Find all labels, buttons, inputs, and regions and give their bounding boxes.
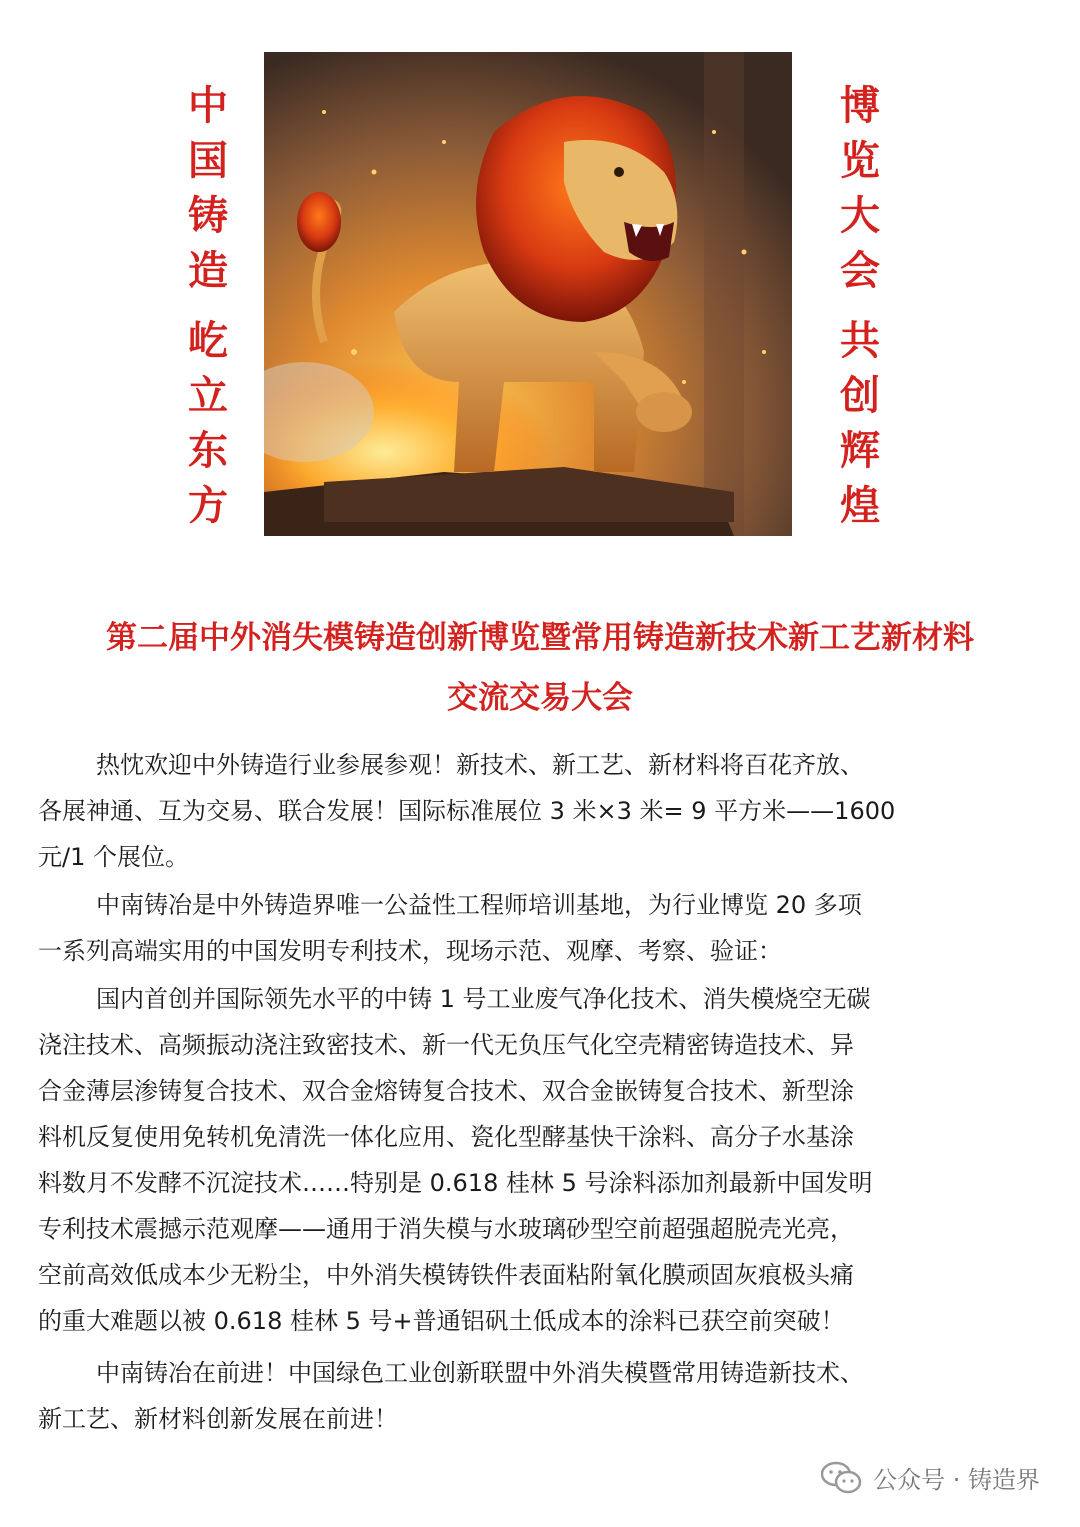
paragraph: [38, 1350, 1044, 1442]
paragraph-line: 浇注技术、高频振动浇注致密技术、新一代无负压气化空壳精密铸造技术、异: [38, 1031, 854, 1059]
paragraph-line: 的重大难题以被 0.618 桂林 5 号+普通铝矾土低成本的涂料已获空前突破！: [38, 1307, 845, 1335]
slogan-char: 方: [188, 482, 228, 529]
slogan-char: 东: [188, 427, 228, 474]
paragraph-line: 中南铸冶在前进！中国绿色工业创新联盟中外消失模暨常用铸造新技术、: [96, 1359, 864, 1387]
event-title-line-1: 第二届中外消失模铸造创新博览暨常用铸造新技术新工艺新材料: [106, 620, 974, 656]
account-name: 公众号 · 铸造界: [873, 1466, 1040, 1494]
slogan-char: 辉: [840, 427, 880, 474]
wechat-icon: [821, 1461, 863, 1495]
slogan-char: 共: [840, 317, 880, 364]
slogan-char: 屹: [188, 317, 228, 364]
paragraph-line: 空前高效低成本少无粉尘，中外消失模铸铁件表面粘附氧化膜顽固灰痕极头痛: [38, 1261, 854, 1289]
slogan-char: 煌: [840, 482, 880, 529]
slogan-char: 创: [840, 372, 880, 419]
paragraph-line: 料数月不发酵不沉淀技术……特别是 0.618 桂林 5 号涂料添加剂最新中国发明: [38, 1169, 873, 1197]
slogan-char: 会: [840, 247, 880, 294]
slogan-char: 铸: [188, 192, 228, 239]
left-vertical-slogan: [178, 78, 238, 533]
paragraph-line: 中南铸冶是中外铸造界唯一公益性工程师培训基地，为行业博览 20 多项: [96, 891, 862, 919]
slogan-char: 国: [188, 137, 228, 184]
paragraph-line: 一系列高端实用的中国发明专利技术，现场示范、观摩、考察、验证：: [38, 937, 782, 965]
paragraph-line: 新工艺、新材料创新发展在前进！: [38, 1405, 398, 1433]
paragraph: [38, 976, 1044, 1344]
paragraph-line: 国内首创并国际领先水平的中铸 1 号工业废气净化技术、消失模烧空无碳: [96, 985, 871, 1013]
paragraph-line: 合金薄层渗铸复合技术、双合金熔铸复合技术、双合金嵌铸复合技术、新型涂: [38, 1077, 854, 1105]
slogan-char: 立: [188, 372, 228, 419]
paragraph: [38, 882, 1044, 974]
paragraph-line: 专利技术震撼示范观摩——通用于消失模与水玻璃砂型空前超强超脱壳光亮，: [38, 1215, 854, 1243]
paragraph-line: 各展神通、互为交易、联合发展！国际标准展位 3 米×3 米= 9 平方米——1600: [38, 797, 896, 825]
right-vertical-slogan: [830, 78, 890, 533]
paragraph-line: 元/1 个展位。: [38, 843, 189, 871]
slogan-char: 博: [840, 82, 880, 129]
event-title-line-2: 交流交易大会: [447, 680, 633, 716]
paragraph-line: 热忱欢迎中外铸造行业参展参观！新技术、新工艺、新材料将百花齐放、: [96, 751, 864, 779]
slogan-char: 览: [840, 137, 880, 184]
slogan-char: 造: [188, 247, 228, 294]
slogan-char: 大: [840, 192, 880, 239]
paragraph-line: 料机反复使用免转机免清洗一体化应用、瓷化型酵基快干涂料、高分子水基涂: [38, 1123, 854, 1151]
slogan-char: 中: [188, 82, 228, 129]
lion-hero-image: [264, 52, 792, 536]
wechat-account-footer: [821, 1460, 1040, 1495]
paragraph: [38, 742, 1044, 880]
